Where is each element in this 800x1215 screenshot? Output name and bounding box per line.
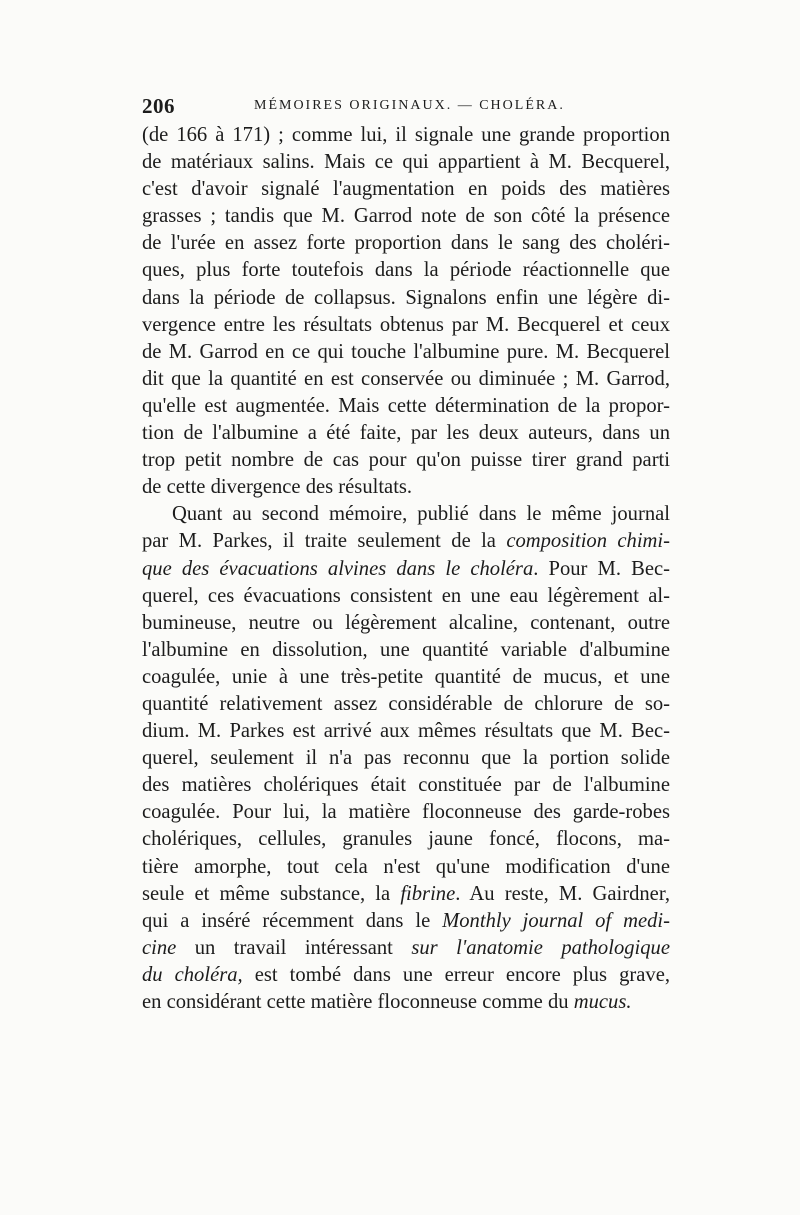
text-segment: quantité relativement assez considérable de chlorure de so- bbox=[142, 692, 670, 715]
text-segment: trop petit nombre de cas pour qu'on puisse tirer grand parti bbox=[142, 449, 670, 472]
text-segment: tion de l'albumine a été faite, par les deux auteurs, dans un bbox=[142, 422, 670, 445]
text-line bbox=[142, 637, 670, 664]
text-segment: (de 166 à 171) ; comme lui, il signale une grande proportion bbox=[142, 124, 670, 146]
text-segment: coagulée. Pour lui, la matière floconneuse des garde-robes bbox=[142, 801, 670, 824]
text-segment: querel, seulement il n'a pas reconnu que la portion solide bbox=[142, 747, 670, 770]
text-segment: un travail intéressant bbox=[176, 936, 412, 959]
text-line bbox=[142, 501, 670, 528]
text-segment: coagulée, unie à une très-petite quantité de mucus, et une bbox=[142, 665, 670, 688]
text-segment: Quant au second mémoire, publié dans le même journal bbox=[172, 503, 670, 526]
text-line bbox=[142, 854, 670, 881]
text-line bbox=[142, 610, 670, 637]
text-line bbox=[142, 664, 670, 691]
text-segment: . Au reste, M. Gairdner, bbox=[455, 882, 670, 905]
text-segment: tière amorphe, tout cela n'est qu'une modification d'une bbox=[142, 855, 670, 878]
text-line bbox=[142, 176, 670, 203]
text-line bbox=[142, 556, 670, 583]
text-segment: de M. Garrod en ce qui touche l'albumine pure. M. Becquerel bbox=[142, 340, 670, 363]
text-line bbox=[142, 122, 670, 149]
text-segment: . Pour M. Bec- bbox=[533, 557, 670, 580]
text-segment: vergence entre les résultats obtenus par M. Becquerel et ceux bbox=[142, 313, 670, 336]
text-line bbox=[142, 474, 670, 501]
text-segment: de cette divergence des résultats. bbox=[142, 476, 413, 499]
text-line bbox=[142, 339, 670, 366]
italic-text: que des évacuations alvines dans le choléra bbox=[142, 557, 534, 580]
text-line bbox=[142, 203, 670, 230]
text-line bbox=[142, 935, 670, 962]
text-line bbox=[142, 989, 670, 1016]
text-segment: seule et même substance, la bbox=[142, 882, 401, 905]
text-segment: en considérant cette matière floconneuse comme du bbox=[142, 991, 574, 1013]
text-segment: qui a inséré récemment dans le bbox=[142, 909, 443, 932]
italic-text: mucus. bbox=[573, 991, 632, 1013]
text-segment: bumineuse, neutre ou légèrement alcaline, contenant, outre bbox=[142, 611, 670, 634]
text-segment: querel, ces évacuations consistent en une eau légèrement al- bbox=[142, 584, 670, 607]
text-line bbox=[142, 149, 670, 176]
text-line bbox=[142, 393, 670, 420]
text-line bbox=[142, 962, 670, 989]
text-segment: par M. Parkes, il traite seulement de la bbox=[142, 530, 507, 553]
text-segment: l'albumine en dissolution, une quantité variable d'albumine bbox=[142, 638, 670, 661]
text-line bbox=[142, 420, 670, 447]
text-segment: grasses ; tandis que M. Garrod note de son côté la présence bbox=[142, 205, 670, 228]
text-line bbox=[142, 257, 670, 284]
text-segment: de matériaux salins. Mais ce qui appartient à M. Becquerel, bbox=[142, 151, 670, 174]
text-line bbox=[142, 908, 670, 935]
text-line bbox=[142, 772, 670, 799]
text-line bbox=[142, 691, 670, 718]
italic-text: fibrine bbox=[400, 882, 456, 905]
italic-text: Monthly journal of medi- bbox=[442, 909, 670, 932]
text-line bbox=[142, 745, 670, 772]
text-line bbox=[142, 718, 670, 745]
text-line bbox=[142, 312, 670, 339]
text-segment: dium. M. Parkes est arrivé aux mêmes résultats que M. Bec- bbox=[142, 720, 670, 743]
text-line bbox=[142, 583, 670, 610]
page-header bbox=[142, 94, 670, 124]
text-line bbox=[142, 230, 670, 257]
text-segment: qu'elle est augmentée. Mais cette détermination de la propor- bbox=[142, 394, 670, 417]
running-title: MÉMOIRES ORIGINAUX. — CHOLÉRA. bbox=[254, 98, 565, 113]
text-line bbox=[142, 799, 670, 826]
text-line bbox=[142, 366, 670, 393]
text-line bbox=[142, 881, 670, 908]
text-segment: ques, plus forte toutefois dans la période réactionnelle que bbox=[142, 259, 670, 282]
text-segment: cholériques, cellules, granules jaune foncé, flocons, ma- bbox=[142, 828, 670, 851]
page-number: 206 bbox=[142, 94, 175, 118]
body-text bbox=[142, 122, 670, 1016]
text-segment: dit que la quantité en est conservée ou diminuée ; M. Garrod, bbox=[142, 367, 670, 390]
text-segment: c'est d'avoir signalé l'augmentation en poids des matières bbox=[142, 178, 670, 201]
text-line bbox=[142, 528, 670, 555]
text-segment: est tombé dans une erreur encore plus grave, bbox=[242, 963, 670, 986]
italic-text: sur l'anatomie pathologique bbox=[411, 936, 670, 959]
text-line bbox=[142, 447, 670, 474]
italic-text: du choléra, bbox=[142, 963, 243, 986]
text-segment: de l'urée en assez forte proportion dans le sang des choléri- bbox=[142, 232, 670, 255]
italic-text: composition chimi- bbox=[506, 530, 670, 553]
italic-text: cine bbox=[142, 936, 177, 959]
text-line bbox=[142, 285, 670, 312]
text-line bbox=[142, 826, 670, 853]
text-segment: des matières cholériques était constituée par de l'albumine bbox=[142, 774, 670, 797]
text-segment: dans la période de collapsus. Signalons enfin une légère di- bbox=[142, 286, 670, 309]
